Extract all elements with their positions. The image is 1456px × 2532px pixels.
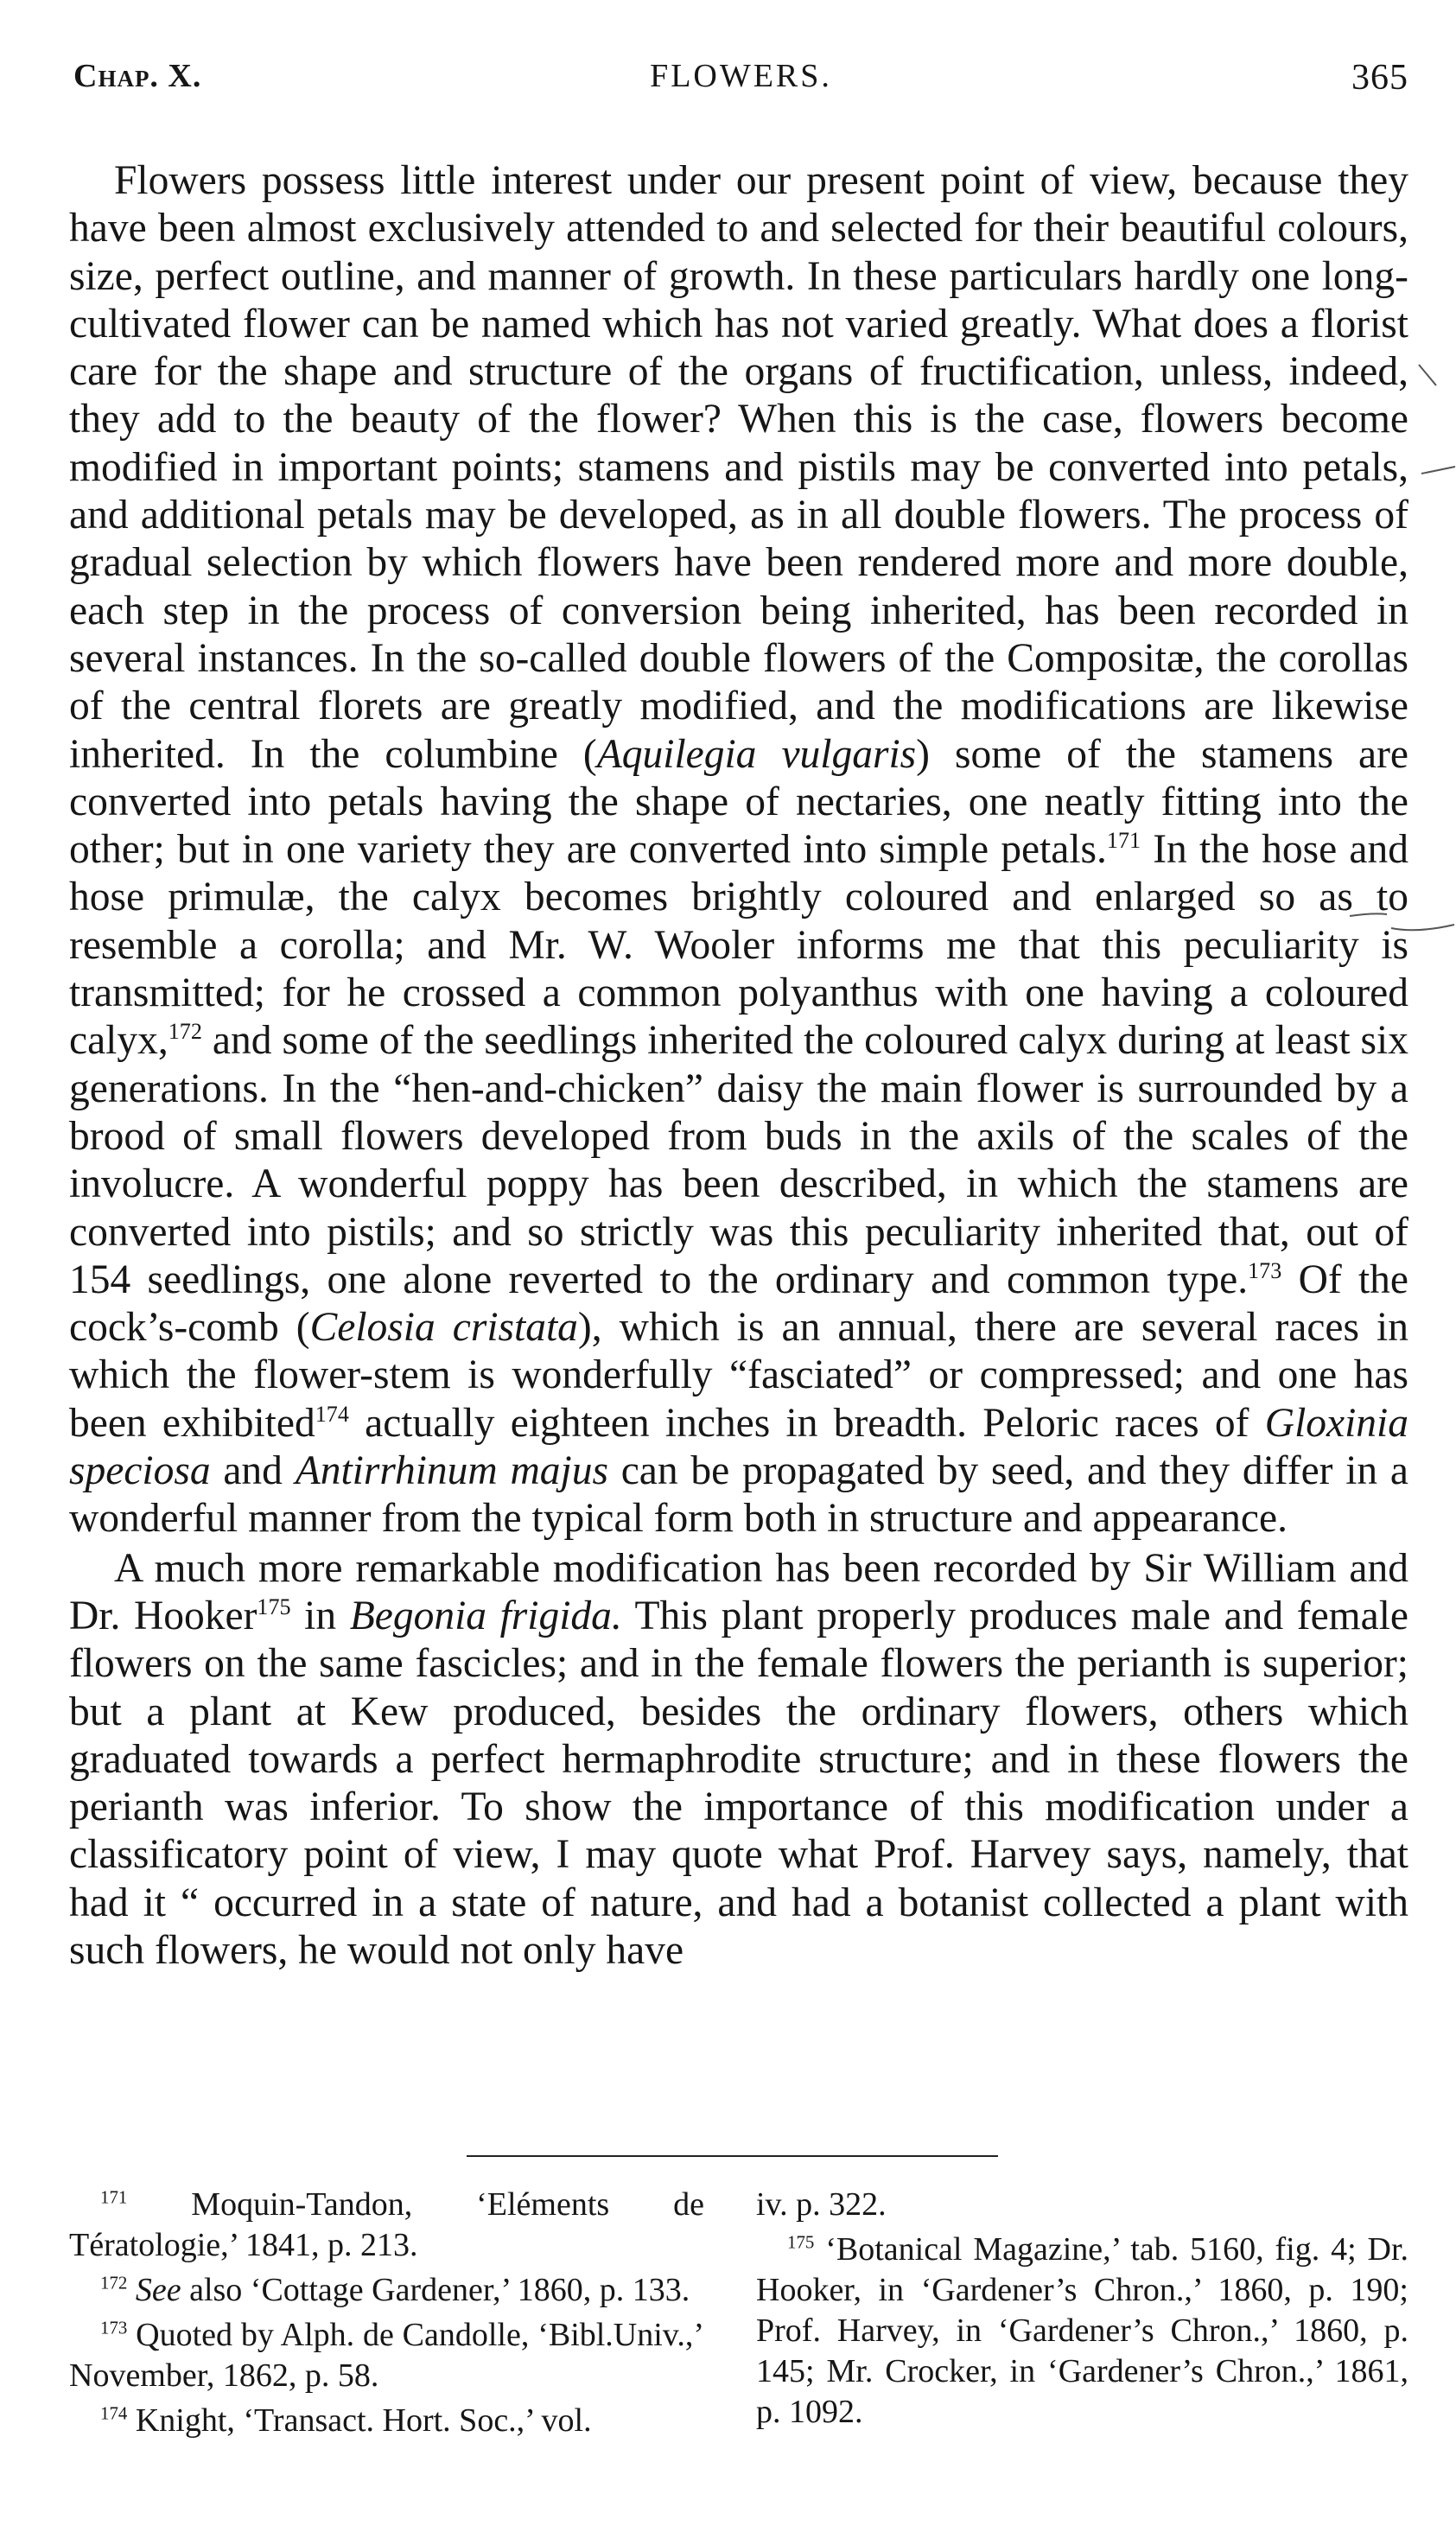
pencil-mark-upper: [1417, 363, 1456, 501]
footnotes-left-column: [69, 2185, 704, 2446]
pencil-mark-lower: [1348, 899, 1456, 951]
footnote-rule: [467, 2155, 998, 2157]
page-title: FLOWERS.: [650, 58, 832, 94]
footnote-171: [69, 2185, 704, 2266]
p1-italic-gloxinia: Gloxinia speciosa: [69, 1400, 1408, 1494]
footnote-number: 173: [100, 2317, 128, 2338]
p2-italic-begonia: Begonia frigida.: [349, 1593, 622, 1638]
paragraph-1: [69, 157, 1408, 1543]
p1-italic-antirrhinum: Antirrhinum majus: [295, 1448, 608, 1494]
footnote-ref-173: 173: [1248, 1258, 1282, 1283]
footnote-ref-171: 171: [1106, 828, 1141, 854]
p1-italic-celosia: Celosia cristata: [309, 1305, 578, 1351]
p1-text-d: and some of the seedlings inherited the coloured calyx during at least six generations. In the “hen-and-chicken” daisy the main flower is surrounded by a brood of small flowers developed from buds in the axils of the scales of the involucre. A wonderful poppy has been described, in which the stamens are converted into pistils; and so strictly was this peculiarity inherited that, out of 154 seedlings, one alone reverted to the ordinary and common type.: [69, 1018, 1408, 1302]
body-text: [69, 157, 1408, 1975]
footnote-ref-174: 174: [315, 1401, 349, 1427]
p1-text-i: can be propagated by seed, and they differ in a wonderful manner from the typical form both in structure and appearance.: [69, 1448, 1408, 1542]
footnote-text: Quoted by Alph. de Candolle, ‘Bibl.Univ.,’ November, 1862, p. 58.: [69, 2317, 704, 2394]
running-head: [73, 57, 1408, 109]
footnote-175: [756, 2230, 1408, 2433]
footnote-number: 174: [100, 2402, 128, 2424]
footnote-174: [69, 2401, 704, 2441]
p1-text-f: ), which is an annual, there are several races in which the flower-stem is wonderfully “fasciated” or compressed; and one has been exhibited: [69, 1305, 1408, 1446]
footnote-ref-172: 172: [168, 1019, 202, 1045]
p1-text-g: actually eighteen inches in breadth. Peloric races of: [348, 1400, 1265, 1446]
p1-text-c: In the hose and hose primulæ, the calyx becomes brightly coloured and enlarged so as to resemble a corolla; and Mr. W. Wooler informs me that this peculiarity is transmitted; for he crossed a common polyanthus with one having a coloured calyx,: [69, 827, 1409, 1064]
p2-text-c: This plant properly produces male and female flowers on the same fascicles; and in the female flowers the perianth is superior; but a plant at Kew produced, besides the ordinary flowers, others which graduated towards a perfect hermaphrodite structure; and in these flowers the perianth was inferior. To show the importance of this modification under a classificatory point of view, I may quote what Prof. Harvey says, namely, that had it “ occurred in a state of nature, and had a botanist collected a plant with such flowers, he would not only have: [69, 1593, 1408, 1973]
footnote-173: [69, 2315, 704, 2396]
paragraph-2: [69, 1545, 1408, 1975]
chapter-label: Chap. X.: [73, 58, 202, 94]
footnote-text: also ‘Cottage Gardener,’ 1860, p. 133.: [181, 2272, 690, 2308]
footnote-172: [69, 2270, 704, 2311]
footnote-text: Moquin-Tandon, ‘Eléments de Tératologie,’ 1841, p. 213.: [69, 2186, 704, 2263]
footnote-number: 171: [100, 2186, 128, 2208]
footnote-ref-175: 175: [257, 1594, 291, 1620]
footnote-text: Knight, ‘Transact. Hort. Soc.,’ vol.: [127, 2402, 592, 2439]
footnotes-right-column: [756, 2185, 1408, 2437]
footnote-text: ‘Botanical Magazine,’ tab. 5160, fig. 4; Dr. Hooker, in ‘Gardener’s Chron.,’ 1860, p. 190; Prof. Harvey, in ‘Gardener’s Chron.,’ 1860, p. 145; Mr. Crocker, in ‘Gardener’s Chron.,’ 1861, p. 1092.: [756, 2231, 1408, 2430]
p1-text-a: Flowers possess little interest under our present point of view, because they have been almost exclusively attended to and selected for their beautiful colours, size, perfect outline, and manner of growth. In these particulars hardly one long-cultivated flower can be named which has not varied greatly. What does a florist care for the shape and structure of the organs of fructification, unless, indeed, they add to the beauty of the flower? When this is the case, flowers become modified in important points; stamens and pistils may be converted into petals, and additional petals may be developed, as in all double flowers. The process of gradual selection by which flowers have been rendered more and more double, each step in the process of conversion being inherited, has been recorded in several instances. In the so-called double flowers of the Compositæ, the corollas of the central florets are greatly modified, and the modifications are likewise inherited. In the columbine (: [69, 158, 1408, 777]
p1-text-e: Of the cock’s-comb (: [69, 1256, 1408, 1351]
p2-text-b: in: [290, 1593, 350, 1638]
p1-text-h: and: [210, 1448, 296, 1494]
footnote-174-continued: iv. p. 322.: [756, 2186, 887, 2223]
footnote-number: 175: [787, 2231, 815, 2253]
page-number: 365: [1351, 58, 1408, 98]
footnote-number: 172: [100, 2272, 128, 2293]
p2-text-a: A much more remarkable modification has been recorded by Sir William and Dr. Hooker: [69, 1545, 1408, 1638]
footnote-italic-see: See: [127, 2272, 181, 2308]
p1-italic-aquilegia: Aquilegia vulgaris: [596, 731, 917, 777]
p1-text-b: ) some of the stamens are converted into petals having the shape of nectaries, one neatly fitting into the other; but in one variety they are converted into simple petals.: [69, 731, 1408, 873]
